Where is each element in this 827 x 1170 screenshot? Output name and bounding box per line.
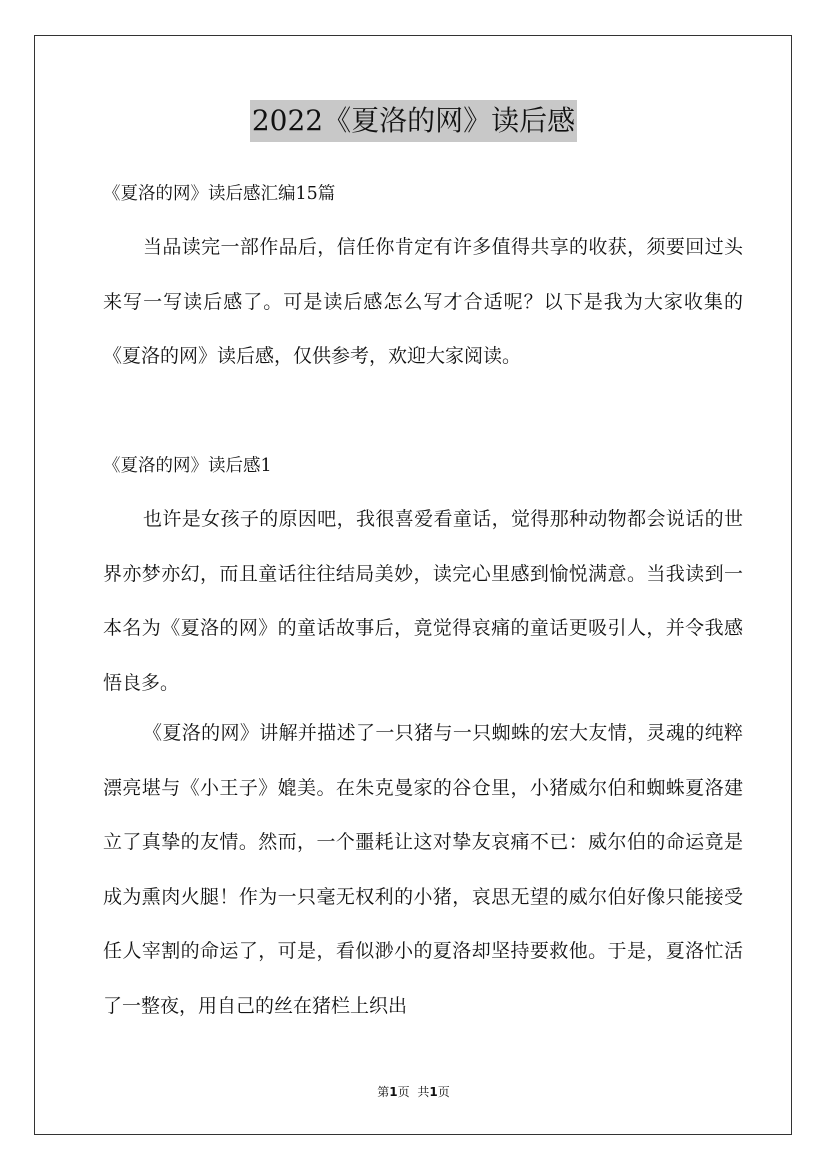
section1-paragraph-2: 《夏洛的网》讲解并描述了一只猪与一只蜘蛛的宏大友情，灵魂的纯粹漂亮堪与《小王子》媲美。在朱克曼家的谷仓里，小猪威尔伯和蜘蛛夏洛建立了真挚的友情。然而，一个噩耗让这对挚友哀痛不已：威尔伯的命运竟是成为熏肉火腿！作为一只毫无权利的小猪，哀思无望的威尔伯好像只能接受任人宰割的命运了，可是，看似渺小的夏洛却坚持要救他。于是，夏洛忙活了一整夜，用自己的丝在猪栏上织出 bbox=[103, 722, 743, 1017]
page-suffix: 页 bbox=[397, 1085, 410, 1099]
page-number: 1 bbox=[389, 1085, 398, 1099]
section-heading-1: 《夏洛的网》读后感1 bbox=[103, 456, 272, 476]
document-title: 2022《夏洛的网》读后感 bbox=[250, 100, 577, 142]
document-subtitle: 《夏洛的网》读后感汇编15篇 bbox=[103, 184, 336, 204]
page-prefix: 第 bbox=[377, 1085, 390, 1099]
section1-paragraph-1: 也许是女孩子的原因吧，我很喜爱看童话，觉得那种动物都会说话的世界亦梦亦幻，而且童话往往结局美妙，读完心里感到愉悦满意。当我读到一本名为《夏洛的网》的童话故事后，竟觉得哀痛的童话更吸引人，并令我感悟良多。 bbox=[103, 508, 743, 694]
total-pages: 1 bbox=[429, 1085, 438, 1099]
intro-paragraph: 当品读完一部作品后，信任你肯定有许多值得共享的收获，须要回过头来写一写读后感了。可是读后感怎么写才合适呢？以下是我为大家收集的《夏洛的网》读后感，仅供参考，欢迎大家阅读。 bbox=[103, 236, 743, 367]
page-footer bbox=[0, 1084, 827, 1100]
title-container bbox=[0, 100, 827, 142]
total-prefix: 共 bbox=[417, 1085, 430, 1099]
total-suffix: 页 bbox=[437, 1085, 450, 1099]
